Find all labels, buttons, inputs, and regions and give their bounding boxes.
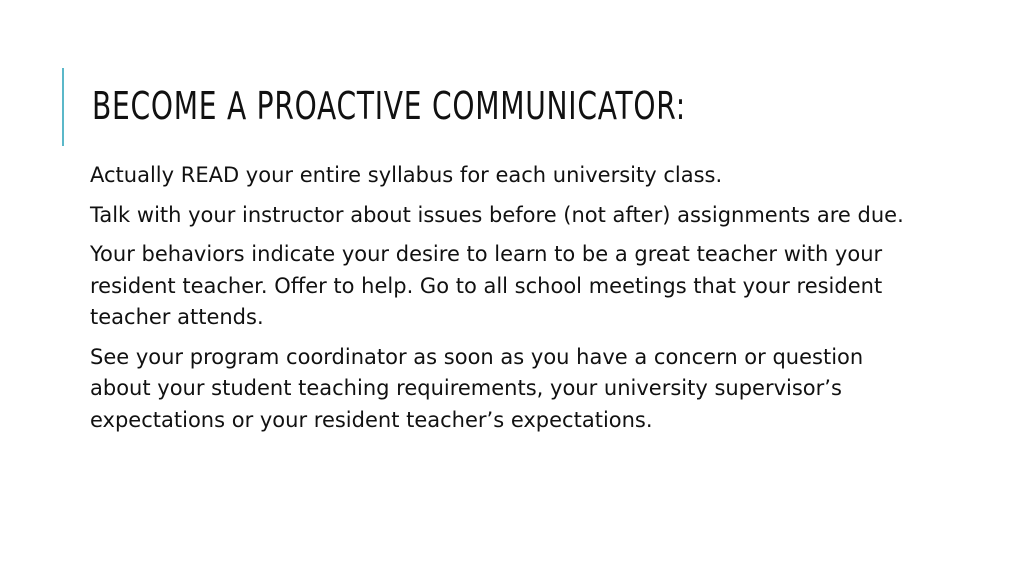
body-paragraph-instructor: Talk with your instructor about issues before (not after) assignments are due. (90, 202, 904, 227)
slide-title: BECOME A PROACTIVE COMMUNICATOR: (92, 84, 686, 128)
body-paragraph-behaviors: Your behaviors indicate your desire to learn to be a great teacher with your resident teacher. Offer to help. Go to all school meetings that your resident teacher attends. (90, 242, 883, 329)
slide-body (90, 160, 910, 444)
body-paragraph-coordinator: See your program coordinator as soon as you have a concern or question about your student teaching requirements, your university supervisor’s expectations or your resident teacher’s expectations. (90, 344, 864, 432)
body-paragraph-syllabus: Actually READ your entire syllabus for each university class. (90, 163, 723, 187)
title-accent-bar (62, 68, 64, 146)
